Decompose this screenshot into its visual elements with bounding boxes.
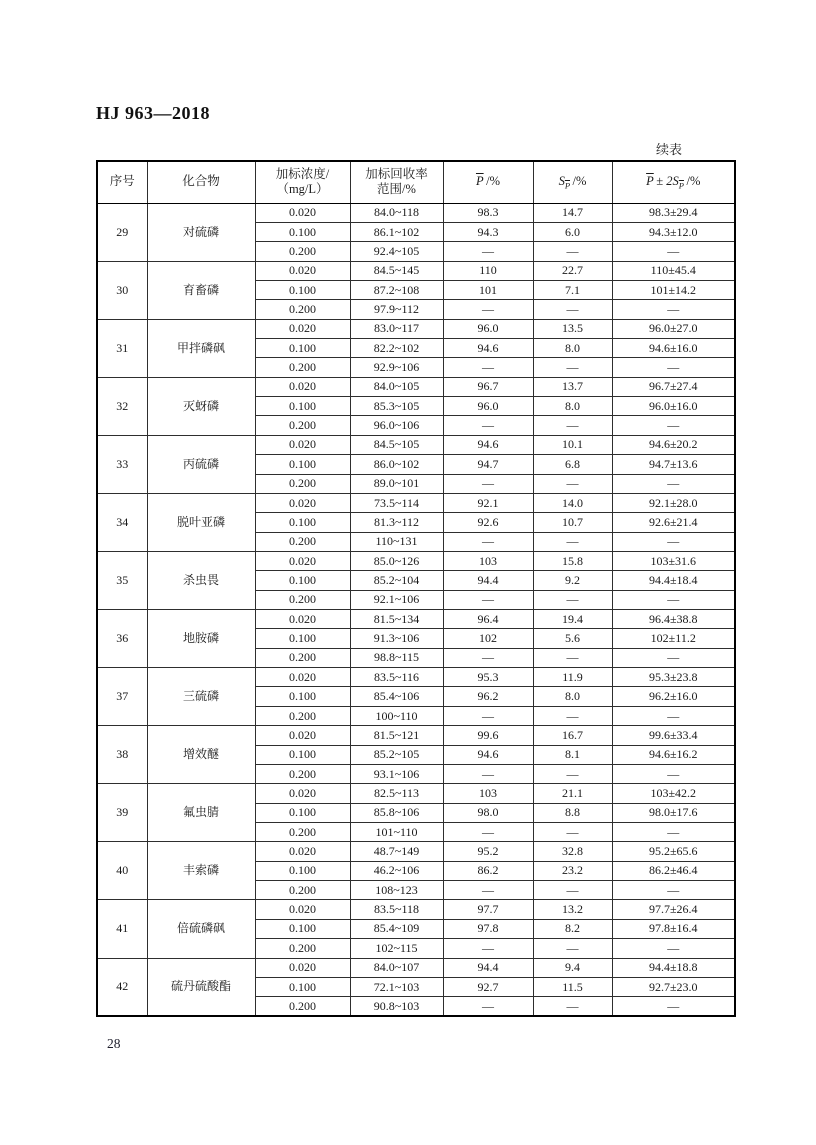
mean-recovery-cell: 97.7 bbox=[443, 900, 533, 919]
mean-recovery-cell: — bbox=[443, 358, 533, 377]
serial-number-cell: 35 bbox=[97, 551, 147, 609]
std-deviation-cell: — bbox=[533, 532, 612, 551]
doc-number-heading: HJ 963—2018 bbox=[96, 103, 211, 123]
std-deviation-cell: 6.0 bbox=[533, 222, 612, 241]
table-row bbox=[97, 261, 735, 280]
std-deviation-cell: — bbox=[533, 416, 612, 435]
p-plus-2s-cell: 86.2±46.4 bbox=[612, 861, 735, 880]
p-plus-2s-cell: 97.7±26.4 bbox=[612, 900, 735, 919]
p-plus-2s-cell: 97.8±16.4 bbox=[612, 919, 735, 938]
mean-recovery-cell: 96.0 bbox=[443, 397, 533, 416]
table-row bbox=[97, 784, 735, 803]
concentration-cell: 0.100 bbox=[255, 861, 350, 880]
compound-name-cell: 三硫磷 bbox=[147, 668, 255, 726]
recovery-range-cell: 92.4~105 bbox=[350, 242, 443, 261]
std-deviation-cell: 14.7 bbox=[533, 203, 612, 222]
mean-recovery-cell: — bbox=[443, 997, 533, 1016]
recovery-range-cell: 108~123 bbox=[350, 881, 443, 900]
std-deviation-cell: — bbox=[533, 706, 612, 725]
compound-name-cell: 增效醚 bbox=[147, 726, 255, 784]
recovery-range-cell: 90.8~103 bbox=[350, 997, 443, 1016]
header-p-plus-2s: $\overline{P} \pm 2S_{\overline{P}}$ /% bbox=[612, 161, 735, 203]
mean-recovery-cell: 102 bbox=[443, 629, 533, 648]
std-deviation-cell: 23.2 bbox=[533, 861, 612, 880]
concentration-cell: 0.100 bbox=[255, 571, 350, 590]
serial-number-cell: 42 bbox=[97, 958, 147, 1016]
recovery-range-cell: 110~131 bbox=[350, 532, 443, 551]
mean-recovery-cell: 98.3 bbox=[443, 203, 533, 222]
std-deviation-cell: 11.9 bbox=[533, 668, 612, 687]
recovery-range-cell: 98.8~115 bbox=[350, 648, 443, 667]
mean-recovery-cell: — bbox=[443, 648, 533, 667]
std-deviation-cell: 8.1 bbox=[533, 745, 612, 764]
recovery-range-cell: 85.0~126 bbox=[350, 551, 443, 570]
p-plus-2s-cell: 103±31.6 bbox=[612, 551, 735, 570]
recovery-range-cell: 101~110 bbox=[350, 823, 443, 842]
recovery-range-cell: 85.2~104 bbox=[350, 571, 443, 590]
std-deviation-cell: — bbox=[533, 823, 612, 842]
std-deviation-cell: 5.6 bbox=[533, 629, 612, 648]
recovery-range-cell: 84.0~118 bbox=[350, 203, 443, 222]
results-table-section bbox=[96, 139, 734, 1017]
std-deviation-cell: 10.7 bbox=[533, 513, 612, 532]
p-plus-2s-cell: 98.3±29.4 bbox=[612, 203, 735, 222]
p-plus-2s-cell: 95.3±23.8 bbox=[612, 668, 735, 687]
concentration-cell: 0.200 bbox=[255, 881, 350, 900]
concentration-cell: 0.020 bbox=[255, 784, 350, 803]
std-deviation-cell: 32.8 bbox=[533, 842, 612, 861]
table-row bbox=[97, 610, 735, 629]
concentration-cell: 0.020 bbox=[255, 203, 350, 222]
p-plus-2s-cell: — bbox=[612, 881, 735, 900]
serial-number-cell: 33 bbox=[97, 435, 147, 493]
concentration-cell: 0.100 bbox=[255, 745, 350, 764]
header-row bbox=[97, 161, 735, 203]
compound-name-cell: 对硫磷 bbox=[147, 203, 255, 261]
recovery-range-cell: 87.2~108 bbox=[350, 280, 443, 299]
recovery-range-cell: 85.4~106 bbox=[350, 687, 443, 706]
concentration-cell: 0.020 bbox=[255, 958, 350, 977]
table-row bbox=[97, 900, 735, 919]
p-plus-2s-cell: 92.6±21.4 bbox=[612, 513, 735, 532]
table-row bbox=[97, 319, 735, 338]
mean-recovery-cell: — bbox=[443, 881, 533, 900]
recovery-range-cell: 84.0~105 bbox=[350, 377, 443, 396]
p-plus-2s-cell: 96.0±27.0 bbox=[612, 319, 735, 338]
p-plus-2s-cell: — bbox=[612, 823, 735, 842]
p-plus-2s-cell: — bbox=[612, 358, 735, 377]
concentration-cell: 0.020 bbox=[255, 668, 350, 687]
concentration-cell: 0.100 bbox=[255, 339, 350, 358]
std-deviation-cell: — bbox=[533, 939, 612, 958]
mean-recovery-cell: — bbox=[443, 532, 533, 551]
table-row bbox=[97, 435, 735, 454]
concentration-cell: 0.200 bbox=[255, 358, 350, 377]
concentration-cell: 0.100 bbox=[255, 977, 350, 996]
mean-recovery-cell: 96.2 bbox=[443, 687, 533, 706]
concentration-cell: 0.020 bbox=[255, 261, 350, 280]
mean-recovery-cell: 92.1 bbox=[443, 493, 533, 512]
p-plus-2s-cell: 96.7±27.4 bbox=[612, 377, 735, 396]
compound-name-cell: 甲拌磷砜 bbox=[147, 319, 255, 377]
serial-number-cell: 31 bbox=[97, 319, 147, 377]
std-deviation-cell: — bbox=[533, 300, 612, 319]
serial-number-cell: 39 bbox=[97, 784, 147, 842]
mean-recovery-cell: 96.7 bbox=[443, 377, 533, 396]
std-deviation-cell: 10.1 bbox=[533, 435, 612, 454]
concentration-cell: 0.100 bbox=[255, 280, 350, 299]
p-plus-2s-cell: — bbox=[612, 997, 735, 1016]
recovery-range-cell: 86.1~102 bbox=[350, 222, 443, 241]
compound-name-cell: 灭蚜磷 bbox=[147, 377, 255, 435]
p-plus-2s-cell: 94.7±13.6 bbox=[612, 455, 735, 474]
recovery-range-cell: 73.5~114 bbox=[350, 493, 443, 512]
recovery-range-cell: 82.2~102 bbox=[350, 339, 443, 358]
mean-recovery-cell: 96.4 bbox=[443, 610, 533, 629]
mean-recovery-cell: 95.2 bbox=[443, 842, 533, 861]
std-deviation-cell: 6.8 bbox=[533, 455, 612, 474]
concentration-cell: 0.200 bbox=[255, 242, 350, 261]
concentration-cell: 0.200 bbox=[255, 474, 350, 493]
recovery-range-cell: 85.8~106 bbox=[350, 803, 443, 822]
compound-name-cell: 脱叶亚磷 bbox=[147, 493, 255, 551]
std-deviation-cell: — bbox=[533, 358, 612, 377]
concentration-cell: 0.200 bbox=[255, 532, 350, 551]
p-plus-2s-cell: 94.6±16.0 bbox=[612, 339, 735, 358]
recovery-range-cell: 92.1~106 bbox=[350, 590, 443, 609]
table-row bbox=[97, 958, 735, 977]
recovery-range-cell: 97.9~112 bbox=[350, 300, 443, 319]
concentration-cell: 0.020 bbox=[255, 493, 350, 512]
serial-number-cell: 40 bbox=[97, 842, 147, 900]
concentration-cell: 0.100 bbox=[255, 687, 350, 706]
concentration-cell: 0.200 bbox=[255, 300, 350, 319]
concentration-cell: 0.200 bbox=[255, 997, 350, 1016]
mean-recovery-cell: 96.0 bbox=[443, 319, 533, 338]
p-plus-2s-cell: — bbox=[612, 532, 735, 551]
compound-name-cell: 育畜磷 bbox=[147, 261, 255, 319]
p-plus-2s-cell: 96.0±16.0 bbox=[612, 397, 735, 416]
compound-name-cell: 硫丹硫酸酯 bbox=[147, 958, 255, 1016]
header-recovery-range: 加标回收率 范围/% bbox=[350, 161, 443, 203]
recovery-range-cell: 82.5~113 bbox=[350, 784, 443, 803]
recovery-range-cell: 89.0~101 bbox=[350, 474, 443, 493]
p-plus-2s-cell: — bbox=[612, 939, 735, 958]
p-plus-2s-cell: 92.1±28.0 bbox=[612, 493, 735, 512]
serial-number-cell: 34 bbox=[97, 493, 147, 551]
serial-number-cell: 41 bbox=[97, 900, 147, 958]
std-deviation-cell: 13.2 bbox=[533, 900, 612, 919]
p-plus-2s-cell: 99.6±33.4 bbox=[612, 726, 735, 745]
concentration-cell: 0.020 bbox=[255, 319, 350, 338]
concentration-cell: 0.200 bbox=[255, 823, 350, 842]
header-std-deviation: $S_{\overline{P}}$ /% bbox=[533, 161, 612, 203]
table-row bbox=[97, 493, 735, 512]
mean-recovery-cell: 94.3 bbox=[443, 222, 533, 241]
recovery-range-cell: 85.4~109 bbox=[350, 919, 443, 938]
recovery-range-cell: 84.5~145 bbox=[350, 261, 443, 280]
std-deviation-cell: — bbox=[533, 881, 612, 900]
std-deviation-cell: — bbox=[533, 242, 612, 261]
mean-recovery-cell: 99.6 bbox=[443, 726, 533, 745]
concentration-cell: 0.200 bbox=[255, 939, 350, 958]
concentration-cell: 0.200 bbox=[255, 706, 350, 725]
concentration-cell: 0.100 bbox=[255, 397, 350, 416]
p-plus-2s-cell: 94.4±18.8 bbox=[612, 958, 735, 977]
recovery-range-cell: 81.5~134 bbox=[350, 610, 443, 629]
p-plus-2s-cell: 92.7±23.0 bbox=[612, 977, 735, 996]
concentration-cell: 0.200 bbox=[255, 590, 350, 609]
concentration-cell: 0.020 bbox=[255, 435, 350, 454]
table-row bbox=[97, 726, 735, 745]
mean-recovery-cell: — bbox=[443, 706, 533, 725]
std-deviation-cell: — bbox=[533, 997, 612, 1016]
table-header bbox=[97, 161, 735, 203]
p-plus-2s-cell: 94.6±20.2 bbox=[612, 435, 735, 454]
compound-name-cell: 倍硫磷砜 bbox=[147, 900, 255, 958]
concentration-cell: 0.200 bbox=[255, 416, 350, 435]
concentration-cell: 0.020 bbox=[255, 842, 350, 861]
recovery-range-cell: 81.3~112 bbox=[350, 513, 443, 532]
recovery-range-cell: 93.1~106 bbox=[350, 764, 443, 783]
mean-recovery-cell: — bbox=[443, 300, 533, 319]
table-row bbox=[97, 842, 735, 861]
concentration-cell: 0.020 bbox=[255, 900, 350, 919]
std-deviation-cell: 11.5 bbox=[533, 977, 612, 996]
concentration-cell: 0.020 bbox=[255, 377, 350, 396]
recovery-range-cell: 83.5~118 bbox=[350, 900, 443, 919]
std-deviation-cell: 9.2 bbox=[533, 571, 612, 590]
p-plus-2s-cell: — bbox=[612, 706, 735, 725]
p-plus-2s-cell: 102±11.2 bbox=[612, 629, 735, 648]
p-plus-2s-cell: — bbox=[612, 648, 735, 667]
std-deviation-cell: 21.1 bbox=[533, 784, 612, 803]
mean-recovery-cell: 103 bbox=[443, 551, 533, 570]
concentration-cell: 0.200 bbox=[255, 648, 350, 667]
std-deviation-cell: 13.5 bbox=[533, 319, 612, 338]
concentration-cell: 0.100 bbox=[255, 222, 350, 241]
serial-number-cell: 37 bbox=[97, 668, 147, 726]
p-plus-2s-cell: 95.2±65.6 bbox=[612, 842, 735, 861]
table-row bbox=[97, 551, 735, 570]
recovery-range-cell: 48.7~149 bbox=[350, 842, 443, 861]
concentration-cell: 0.020 bbox=[255, 610, 350, 629]
table-row bbox=[97, 377, 735, 396]
recovery-results-table bbox=[96, 160, 736, 1017]
mean-recovery-cell: 101 bbox=[443, 280, 533, 299]
std-deviation-cell: 8.2 bbox=[533, 919, 612, 938]
mean-recovery-cell: 92.6 bbox=[443, 513, 533, 532]
concentration-cell: 0.100 bbox=[255, 513, 350, 532]
std-deviation-cell: — bbox=[533, 474, 612, 493]
std-deviation-cell: — bbox=[533, 648, 612, 667]
p-plus-2s-cell: — bbox=[612, 242, 735, 261]
serial-number-cell: 32 bbox=[97, 377, 147, 435]
p-plus-2s-cell: — bbox=[612, 300, 735, 319]
mean-recovery-cell: 94.4 bbox=[443, 958, 533, 977]
std-deviation-cell: — bbox=[533, 764, 612, 783]
mean-recovery-cell: 95.3 bbox=[443, 668, 533, 687]
p-plus-2s-cell: — bbox=[612, 474, 735, 493]
recovery-range-cell: 46.2~106 bbox=[350, 861, 443, 880]
p-plus-2s-cell: 94.6±16.2 bbox=[612, 745, 735, 764]
std-deviation-cell: 19.4 bbox=[533, 610, 612, 629]
concentration-cell: 0.020 bbox=[255, 726, 350, 745]
compound-name-cell: 氟虫腈 bbox=[147, 784, 255, 842]
p-plus-2s-cell: 101±14.2 bbox=[612, 280, 735, 299]
std-deviation-cell: 9.4 bbox=[533, 958, 612, 977]
header-spike-concentration: 加标浓度/ （mg/L） bbox=[255, 161, 350, 203]
recovery-range-cell: 92.9~106 bbox=[350, 358, 443, 377]
std-deviation-cell: 8.0 bbox=[533, 687, 612, 706]
p-plus-2s-cell: — bbox=[612, 416, 735, 435]
recovery-range-cell: 100~110 bbox=[350, 706, 443, 725]
concentration-cell: 0.100 bbox=[255, 629, 350, 648]
std-deviation-cell: 14.0 bbox=[533, 493, 612, 512]
recovery-range-cell: 72.1~103 bbox=[350, 977, 443, 996]
mean-recovery-cell: 94.6 bbox=[443, 435, 533, 454]
recovery-range-cell: 83.0~117 bbox=[350, 319, 443, 338]
recovery-range-cell: 85.3~105 bbox=[350, 397, 443, 416]
mean-recovery-cell: 92.7 bbox=[443, 977, 533, 996]
std-deviation-cell: 13.7 bbox=[533, 377, 612, 396]
compound-name-cell: 丙硫磷 bbox=[147, 435, 255, 493]
serial-number-cell: 29 bbox=[97, 203, 147, 261]
compound-name-cell: 杀虫畏 bbox=[147, 551, 255, 609]
mean-recovery-cell: — bbox=[443, 823, 533, 842]
p-plus-2s-cell: 94.3±12.0 bbox=[612, 222, 735, 241]
p-plus-2s-cell: 98.0±17.6 bbox=[612, 803, 735, 822]
std-deviation-cell: 22.7 bbox=[533, 261, 612, 280]
concentration-cell: 0.100 bbox=[255, 919, 350, 938]
mean-recovery-cell: 98.0 bbox=[443, 803, 533, 822]
header-mean-recovery: $\overline{P}$ /% bbox=[443, 161, 533, 203]
p-plus-2s-cell: 110±45.4 bbox=[612, 261, 735, 280]
std-deviation-cell: 8.0 bbox=[533, 397, 612, 416]
std-deviation-cell: 8.8 bbox=[533, 803, 612, 822]
recovery-range-cell: 96.0~106 bbox=[350, 416, 443, 435]
std-deviation-cell: 16.7 bbox=[533, 726, 612, 745]
p-plus-2s-cell: 94.4±18.4 bbox=[612, 571, 735, 590]
p-plus-2s-cell: 103±42.2 bbox=[612, 784, 735, 803]
p-plus-2s-cell: 96.4±38.8 bbox=[612, 610, 735, 629]
concentration-cell: 0.020 bbox=[255, 551, 350, 570]
std-deviation-cell: 15.8 bbox=[533, 551, 612, 570]
compound-name-cell: 地胺磷 bbox=[147, 610, 255, 668]
p-plus-2s-cell: 96.2±16.0 bbox=[612, 687, 735, 706]
mean-recovery-cell: — bbox=[443, 764, 533, 783]
std-deviation-cell: 7.1 bbox=[533, 280, 612, 299]
mean-recovery-cell: — bbox=[443, 474, 533, 493]
recovery-range-cell: 102~115 bbox=[350, 939, 443, 958]
recovery-range-cell: 91.3~106 bbox=[350, 629, 443, 648]
concentration-cell: 0.100 bbox=[255, 803, 350, 822]
mean-recovery-cell: — bbox=[443, 416, 533, 435]
mean-recovery-cell: 94.7 bbox=[443, 455, 533, 474]
std-deviation-cell: 8.0 bbox=[533, 339, 612, 358]
recovery-range-cell: 84.5~105 bbox=[350, 435, 443, 454]
mean-recovery-cell: 103 bbox=[443, 784, 533, 803]
concentration-cell: 0.100 bbox=[255, 455, 350, 474]
serial-number-cell: 38 bbox=[97, 726, 147, 784]
table-row bbox=[97, 203, 735, 222]
serial-number-cell: 36 bbox=[97, 610, 147, 668]
mean-recovery-cell: 94.4 bbox=[443, 571, 533, 590]
mean-recovery-cell: — bbox=[443, 939, 533, 958]
mean-recovery-cell: 94.6 bbox=[443, 339, 533, 358]
mean-recovery-cell: — bbox=[443, 590, 533, 609]
mean-recovery-cell: — bbox=[443, 242, 533, 261]
table-body bbox=[97, 203, 735, 1016]
mean-recovery-cell: 94.6 bbox=[443, 745, 533, 764]
mean-recovery-cell: 110 bbox=[443, 261, 533, 280]
continued-table-label: 续表 bbox=[655, 142, 682, 157]
header-serial-number: 序号 bbox=[97, 161, 147, 203]
recovery-range-cell: 81.5~121 bbox=[350, 726, 443, 745]
mean-recovery-cell: 86.2 bbox=[443, 861, 533, 880]
recovery-range-cell: 85.2~105 bbox=[350, 745, 443, 764]
concentration-cell: 0.200 bbox=[255, 764, 350, 783]
recovery-range-cell: 86.0~102 bbox=[350, 455, 443, 474]
mean-recovery-cell: 97.8 bbox=[443, 919, 533, 938]
serial-number-cell: 30 bbox=[97, 261, 147, 319]
p-plus-2s-cell: — bbox=[612, 590, 735, 609]
page-number: 28 bbox=[107, 1036, 121, 1051]
table-row bbox=[97, 668, 735, 687]
std-deviation-cell: — bbox=[533, 590, 612, 609]
compound-name-cell: 丰索磷 bbox=[147, 842, 255, 900]
recovery-range-cell: 84.0~107 bbox=[350, 958, 443, 977]
p-plus-2s-cell: — bbox=[612, 764, 735, 783]
header-compound: 化合物 bbox=[147, 161, 255, 203]
recovery-range-cell: 83.5~116 bbox=[350, 668, 443, 687]
